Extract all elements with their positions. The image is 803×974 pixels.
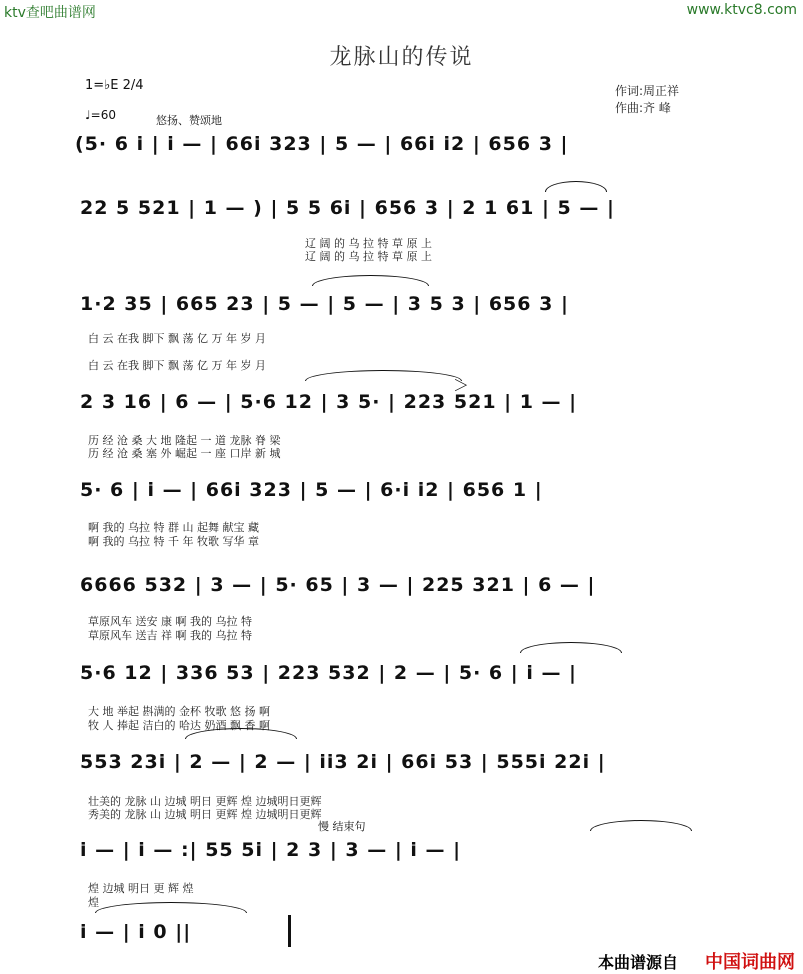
footer-source-text: 本曲谱源自	[598, 953, 679, 972]
score-row-5: 5· 6 | i — | 66i 323 | 5 — | 6·i i2 | 656 1 |	[80, 479, 543, 501]
key-signature: 1=♭E 2/4	[85, 78, 144, 93]
lyric-row-7-a: 大 地 举起 斟满的 金杯 牧歌 悠 扬 啊	[88, 705, 270, 718]
ending-mark: 慢 结束句	[318, 820, 366, 833]
song-title: 龙脉山的传说	[329, 45, 474, 70]
slur	[305, 370, 462, 381]
lyric-row-8-a: 壮美的 龙脉 山 边城 明日 更辉 煌 边城明日更辉	[88, 795, 322, 808]
slur	[520, 642, 622, 653]
lyric-row-2-a: 辽 阔 的 乌 拉 特 草 原 上	[305, 237, 432, 250]
lyric-row-6-b: 草原风车 送吉 祥 啊 我的 乌拉 特	[88, 629, 252, 642]
lyric-row-5-b: 啊 我的 乌拉 特 千 年 牧歌 写华 章	[88, 535, 259, 548]
lyric-row-7-b: 牧 人 捧起 洁白的 哈达 奶酒 飘 香 啊	[88, 719, 270, 732]
lyric-row-4-a: 历 经 沧 桑 大 地 隆起 一 道 龙脉 脊 梁	[88, 434, 281, 447]
slur	[95, 902, 247, 913]
lyric-row-4-b: 历 经 沧 桑 塞 外 崛起 一 座 口岸 新 城	[88, 447, 281, 460]
score-row-8: 553 23i | 2 — | 2 — | ii3 2i | 66i 53 | 555i 22i |	[80, 751, 606, 773]
decrescendo-mark: ＞	[453, 376, 470, 395]
lyric-row-5-a: 啊 我的 乌拉 特 群 山 起舞 献宝 藏	[88, 521, 259, 534]
composer-credit: 作曲:齐 峰	[615, 101, 671, 115]
score-row-3: 1·2 35 | 665 23 | 5 — | 5 — | 3 5 3 | 656 3 |	[80, 293, 569, 315]
slur	[590, 820, 692, 831]
score-row-9: i — | i — :| 55 5i | 2 3 | 3 — | i — |	[80, 839, 462, 861]
score-row-10: i — | i 0 ||	[80, 921, 192, 943]
lyric-row-9-a: 煌 边城 明日 更 辉 煌	[88, 882, 194, 895]
lyricist-credit: 作词:周正祥	[615, 84, 680, 98]
lyric-row-9-b: 煌	[88, 896, 99, 909]
score-row-6: 6666 532 | 3 — | 5· 65 | 3 — | 225 321 | 6 — |	[80, 574, 596, 596]
lyric-row-3-b: 白 云 在我 脚下 飘 荡 亿 万 年 岁 月	[88, 359, 266, 372]
watermark-right: www.ktvc8.com	[686, 2, 797, 18]
tempo-marking: ♩=60	[85, 108, 116, 122]
slur	[312, 275, 429, 286]
score-row-1: (5· 6 i | i — | 66i 323 | 5 — | 66i i2 | 656 3 |	[75, 133, 569, 155]
slur	[545, 181, 607, 192]
lyric-row-3-a: 白 云 在我 脚下 飘 荡 亿 万 年 岁 月	[88, 332, 266, 345]
watermark-left: ktv查吧曲谱网	[4, 5, 96, 21]
score-row-2: 22 5 521 | 1 — ) | 5 5 6i | 656 3 | 2 1 61 | 5 — |	[80, 197, 615, 219]
expression-marking: 悠扬、赞颂地	[156, 114, 222, 127]
score-row-4: 2 3 16 | 6 — | 5·6 12 | 3 5· | 223 521 | 1 — |	[80, 391, 578, 413]
lyric-row-6-a: 草原风车 送安 康 啊 我的 乌拉 特	[88, 615, 252, 628]
lyric-row-2-b: 辽 阔 的 乌 拉 特 草 原 上	[305, 250, 432, 263]
lyric-row-8-b: 秀美的 龙脉 山 边城 明日 更辉 煌 边城明日更辉	[88, 808, 322, 821]
footer-site-logo: 中国词曲网	[705, 952, 795, 973]
score-row-7: 5·6 12 | 336 53 | 223 532 | 2 — | 5· 6 | i — |	[80, 662, 577, 684]
final-barline	[288, 915, 291, 947]
